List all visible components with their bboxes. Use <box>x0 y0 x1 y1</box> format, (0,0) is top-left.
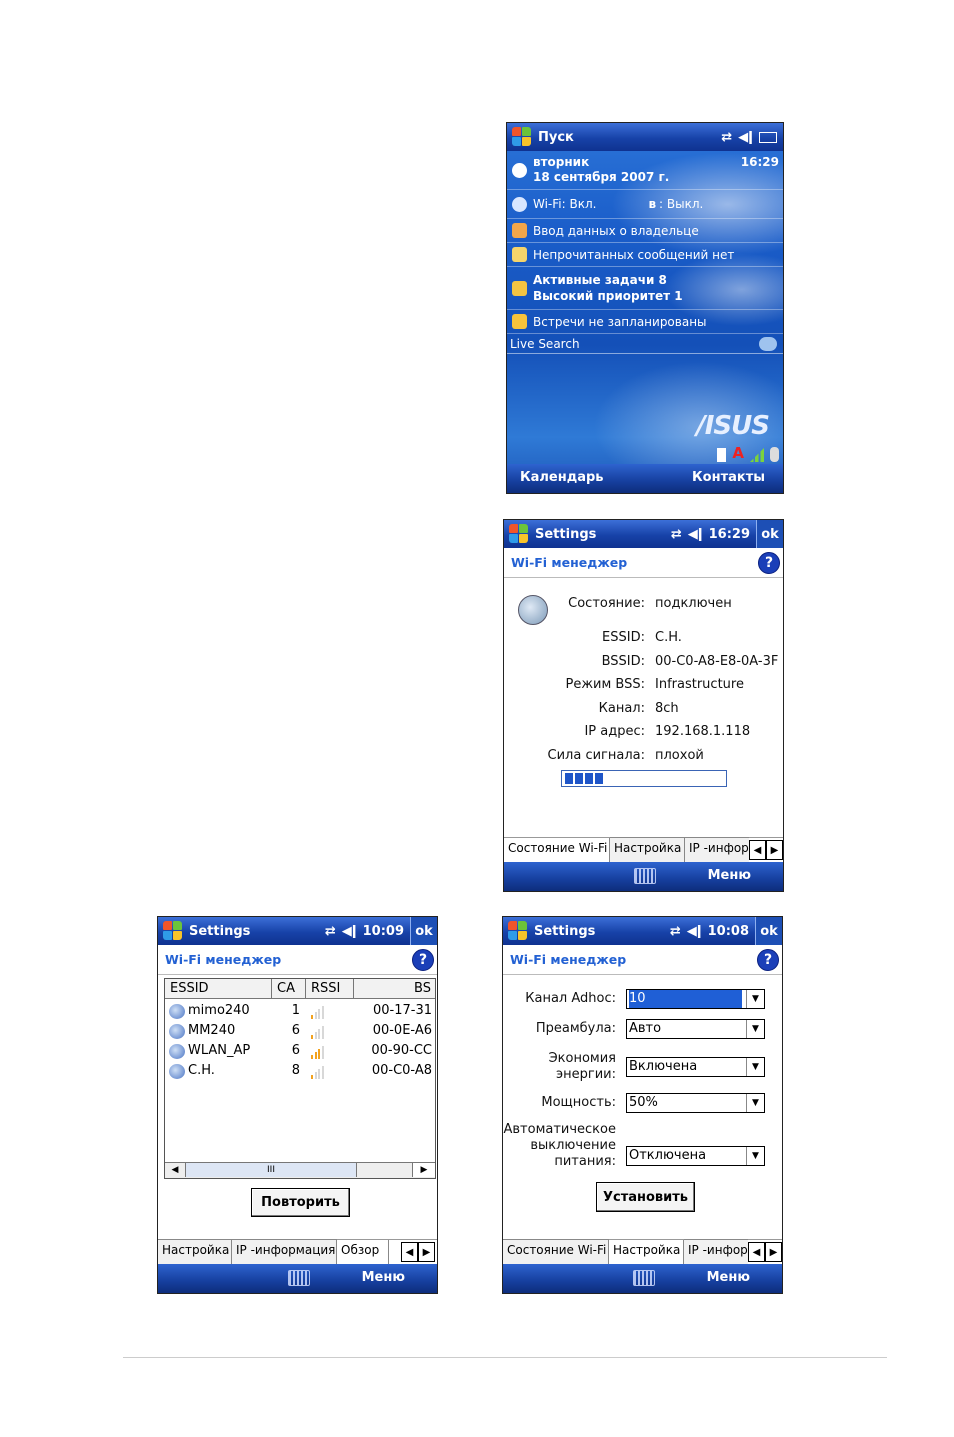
scroll-thumb[interactable]: III <box>186 1163 357 1177</box>
today-date-row[interactable] <box>507 151 783 190</box>
tab-ip-info[interactable]: IP -инфор <box>684 1239 748 1264</box>
preamble-select[interactable] <box>626 1019 765 1039</box>
tab-scroll-left[interactable]: ◀ <box>401 1242 418 1262</box>
status-field-value: 8ch <box>655 701 679 716</box>
page-title: Wi-Fi менеджер <box>165 952 282 967</box>
network-list[interactable] <box>164 978 436 1179</box>
chevron-down-icon[interactable]: ▼ <box>746 990 764 1008</box>
chevron-down-icon[interactable]: ▼ <box>746 1058 764 1076</box>
auto-off-label-line2: выключение <box>530 1138 616 1153</box>
signal-bar <box>315 1012 317 1019</box>
tab-bar <box>503 1239 782 1264</box>
network-bssid: 00-17-31 <box>372 1003 432 1018</box>
today-screen <box>506 122 784 494</box>
volume-icon[interactable]: ◀ǀ <box>686 923 702 939</box>
power-save-label <box>549 1051 616 1083</box>
satellite-dish-icon <box>518 595 548 625</box>
auto-off-value: Отключена <box>629 1148 707 1163</box>
column-bssid[interactable]: BS <box>354 979 435 999</box>
device-icon[interactable] <box>717 448 726 462</box>
status-field-label: IP адрес: <box>584 724 645 739</box>
calendar-icon <box>512 314 527 329</box>
signal-bar <box>311 1035 313 1039</box>
network-channel: 6 <box>291 1043 300 1058</box>
network-essid: WLAN_AP <box>188 1043 251 1058</box>
signal-bar <box>311 1055 313 1059</box>
page-header <box>158 945 437 975</box>
bluetooth-status: : Выкл. <box>659 197 704 211</box>
volume-icon[interactable]: ◀ǀ <box>738 129 753 145</box>
clock-time[interactable]: 16:29 <box>708 526 750 542</box>
adhoc-channel-value: 10 <box>629 990 742 1008</box>
preamble-label: Преамбула: <box>535 1021 616 1036</box>
bluetooth-icon: ʙ <box>648 197 657 211</box>
table-row[interactable] <box>165 1062 435 1082</box>
soft-right-contacts[interactable]: Контакты <box>692 470 765 485</box>
status-field-label: BSSID: <box>601 654 645 669</box>
network-icon <box>169 1004 185 1019</box>
today-calendar-row[interactable] <box>507 310 783 334</box>
tab-overview[interactable]: Обзор <box>337 1240 389 1264</box>
owner-icon <box>512 223 527 238</box>
tab-wifi-status[interactable]: Состояние Wi-Fi <box>504 838 610 862</box>
auto-off-label-line3: питания: <box>554 1154 616 1169</box>
horizontal-scrollbar[interactable] <box>165 1162 435 1178</box>
start-button[interactable] <box>511 126 533 148</box>
keyboard-icon[interactable] <box>634 868 656 884</box>
status-field-label: Режим BSS: <box>565 677 645 692</box>
auto-off-label-line1: Автоматическое <box>503 1122 616 1137</box>
chevron-down-icon[interactable]: ▼ <box>746 1094 764 1112</box>
status-field-value: 00-C0-A8-E8-0A-3F <box>655 654 779 669</box>
network-bssid: 00-0E-A6 <box>372 1023 432 1038</box>
ok-button[interactable]: ok <box>756 520 783 548</box>
status-field-value: C.H. <box>655 630 682 645</box>
signal-strength-icon <box>311 1005 325 1019</box>
signal-bar <box>318 1009 320 1019</box>
tasks-icon <box>512 281 527 296</box>
chevron-down-icon[interactable]: ▼ <box>746 1147 764 1165</box>
title-bar <box>507 123 783 151</box>
keyboard-icon[interactable] <box>288 1270 310 1286</box>
clock-time[interactable]: 10:09 <box>362 923 404 939</box>
wifi-status: Wi-Fi: Вкл. <box>533 197 597 211</box>
tab-scroll-left[interactable]: ◀ <box>748 1242 765 1262</box>
network-essid: mimo240 <box>188 1003 250 1018</box>
status-field-value: Infrastructure <box>655 677 744 692</box>
today-wireless-row[interactable] <box>507 190 783 219</box>
sync-icon[interactable]: ⇄ <box>324 923 336 939</box>
repeat-button[interactable]: Повторить <box>251 1188 350 1217</box>
signal-bar <box>311 1075 313 1079</box>
status-field-label: Сила сигнала: <box>547 748 645 763</box>
ok-button[interactable]: ok <box>755 917 782 945</box>
secured-network-icon <box>169 1044 185 1059</box>
signal-segment <box>595 773 603 784</box>
search-icon[interactable] <box>759 337 777 351</box>
signal-segment <box>575 773 583 784</box>
table-row[interactable] <box>165 1042 435 1062</box>
wifi-scan-screen <box>157 916 438 1294</box>
window-title: Settings <box>534 923 596 939</box>
signal-bar <box>315 1032 317 1039</box>
tab-scroll-right[interactable]: ▶ <box>418 1242 435 1262</box>
tab-settings[interactable]: Настройка <box>610 837 685 862</box>
signal-icon[interactable] <box>750 448 764 462</box>
status-field-label: ESSID: <box>602 630 645 645</box>
tab-wifi-status[interactable]: Состояние Wi-Fi <box>503 1239 609 1264</box>
clock-icon <box>512 163 527 178</box>
power-select[interactable] <box>626 1093 765 1113</box>
soft-key-bar <box>504 862 783 891</box>
table-row[interactable] <box>165 1002 435 1022</box>
status-field-value: плохой <box>655 748 704 763</box>
signal-bar <box>315 1052 317 1059</box>
window-title: Settings <box>535 526 597 542</box>
window-title: Settings <box>189 923 251 939</box>
tasks-priority: Высокий приоритет 1 <box>533 289 683 303</box>
status-field-value: подключен <box>655 596 732 611</box>
network-channel: 6 <box>291 1023 300 1038</box>
today-tasks-row[interactable] <box>507 267 783 310</box>
auto-off-label <box>503 1122 616 1170</box>
soft-key-bar <box>158 1264 437 1293</box>
messages-label: Непрочитанных сообщений нет <box>533 247 735 262</box>
column-channel[interactable]: CA <box>272 979 306 999</box>
page-header <box>504 548 783 578</box>
owner-label: Ввод данных о владельце <box>533 223 699 238</box>
connectivity-icon[interactable]: ⇄ <box>721 129 733 145</box>
tab-ip-info[interactable]: IP -инфор <box>685 837 749 862</box>
power-label: Мощность: <box>541 1095 616 1110</box>
tab-bar <box>158 1239 437 1264</box>
network-bssid: 00-C0-A8 <box>371 1063 432 1078</box>
network-bssid: 00-90-CC <box>371 1043 432 1058</box>
start-button[interactable] <box>508 523 530 545</box>
help-icon[interactable]: ? <box>412 949 434 971</box>
power-save-label-line2: энергии: <box>556 1067 616 1082</box>
status-tray <box>717 444 779 462</box>
title-bar <box>158 917 437 945</box>
network-icon <box>169 1024 185 1039</box>
signal-strength-icon <box>311 1045 325 1059</box>
network-essid: MM240 <box>188 1023 236 1038</box>
live-search-input[interactable]: Live Search <box>510 336 580 351</box>
power-save-value: Включена <box>629 1059 698 1074</box>
soft-left-calendar[interactable]: Календарь <box>520 470 604 485</box>
calendar-label: Встречи не запланированы <box>533 314 707 329</box>
help-icon[interactable]: ? <box>757 949 779 971</box>
signal-strength-icon <box>311 1025 325 1039</box>
ok-button[interactable]: ok <box>410 917 437 945</box>
power-save-select[interactable] <box>626 1057 765 1077</box>
signal-bar <box>318 1049 320 1059</box>
table-row[interactable] <box>165 1022 435 1042</box>
start-label[interactable]: Пуск <box>538 129 574 145</box>
sync-icon[interactable]: ⇄ <box>669 923 681 939</box>
network-icon <box>169 1064 185 1079</box>
set-button[interactable]: Установить <box>596 1182 695 1212</box>
signal-strength-icon <box>311 1065 325 1079</box>
tab-bar <box>504 837 783 862</box>
wifi-status-screen <box>503 519 784 892</box>
menu-button[interactable]: Меню <box>707 868 751 883</box>
signal-segment <box>565 773 573 784</box>
signal-bar <box>311 1015 313 1019</box>
menu-button[interactable]: Меню <box>706 1270 750 1285</box>
power-value: 50% <box>629 1095 658 1110</box>
signal-segment <box>585 773 593 784</box>
volume-icon[interactable]: ◀ǀ <box>687 526 703 542</box>
status-field-label: Состояние: <box>568 596 645 611</box>
signal-bar <box>315 1072 317 1079</box>
tab-scroll-left[interactable]: ◀ <box>749 840 766 860</box>
today-messages-row[interactable] <box>507 243 783 267</box>
date-label: 18 сентября 2007 г. <box>533 170 670 184</box>
signal-strength-bar <box>561 770 727 787</box>
tab-settings[interactable]: Настройка <box>609 1240 684 1264</box>
tab-scroll-right[interactable]: ▶ <box>766 840 783 860</box>
day-label: вторник <box>533 155 590 169</box>
chevron-down-icon[interactable]: ▼ <box>746 1020 764 1038</box>
page-footer-rule <box>123 1357 887 1358</box>
scroll-left-arrow[interactable]: ◀ <box>165 1163 186 1177</box>
tab-ip-info[interactable]: IP -информация <box>232 1239 337 1264</box>
live-search-row[interactable] <box>507 334 783 354</box>
bluetooth-tray-icon[interactable] <box>770 447 779 462</box>
signal-bar <box>322 1066 324 1079</box>
signal-bar <box>322 1026 324 1039</box>
tab-settings[interactable]: Настройка <box>158 1239 232 1264</box>
antenna-icon[interactable]: A <box>732 444 744 462</box>
title-bar <box>503 917 782 945</box>
signal-bar <box>318 1069 320 1079</box>
status-field-label: Канал: <box>598 701 645 716</box>
signal-bar <box>322 1006 324 1019</box>
adhoc-channel-select[interactable] <box>626 989 765 1009</box>
page-title: Wi-Fi менеджер <box>511 555 628 570</box>
page-header <box>503 945 782 975</box>
clock-time: 16:29 <box>740 155 779 169</box>
start-button[interactable] <box>162 920 184 942</box>
help-icon[interactable]: ? <box>758 552 780 574</box>
signal-bar <box>318 1029 320 1039</box>
tab-scroll-right[interactable]: ▶ <box>765 1242 782 1262</box>
network-channel: 8 <box>291 1063 300 1078</box>
power-save-label-line1: Экономия <box>548 1051 616 1066</box>
network-essid: C.H. <box>188 1063 215 1078</box>
soft-key-bar <box>503 1264 782 1293</box>
preamble-value: Авто <box>629 1021 662 1036</box>
battery-icon[interactable] <box>759 132 777 143</box>
tasks-active: Активные задачи 8 <box>533 273 667 287</box>
menu-button[interactable]: Меню <box>361 1270 405 1285</box>
column-essid[interactable]: ESSID <box>165 979 272 999</box>
wifi-settings-screen <box>502 916 783 1294</box>
clock-time[interactable]: 10:08 <box>707 923 749 939</box>
scroll-right-arrow[interactable]: ▶ <box>412 1163 435 1177</box>
adhoc-channel-label: Канал Adhoc: <box>525 991 616 1006</box>
network-channel: 1 <box>291 1003 300 1018</box>
keyboard-icon[interactable] <box>633 1270 655 1286</box>
page-title: Wi-Fi менеджер <box>510 952 627 967</box>
connectivity-icon[interactable]: ⇄ <box>670 526 682 542</box>
today-owner-row[interactable] <box>507 219 783 243</box>
messages-icon <box>512 247 527 262</box>
volume-icon[interactable]: ◀ǀ <box>341 923 357 939</box>
title-bar <box>504 520 783 548</box>
signal-bar <box>322 1046 324 1059</box>
wireless-icon <box>512 197 527 212</box>
asus-logo: /ISUS <box>696 411 769 441</box>
start-button[interactable] <box>507 920 529 942</box>
column-rssi[interactable]: RSSI <box>306 979 354 999</box>
soft-key-bar <box>507 464 783 493</box>
auto-off-select[interactable] <box>626 1146 765 1166</box>
status-field-value: 192.168.1.118 <box>655 724 751 739</box>
